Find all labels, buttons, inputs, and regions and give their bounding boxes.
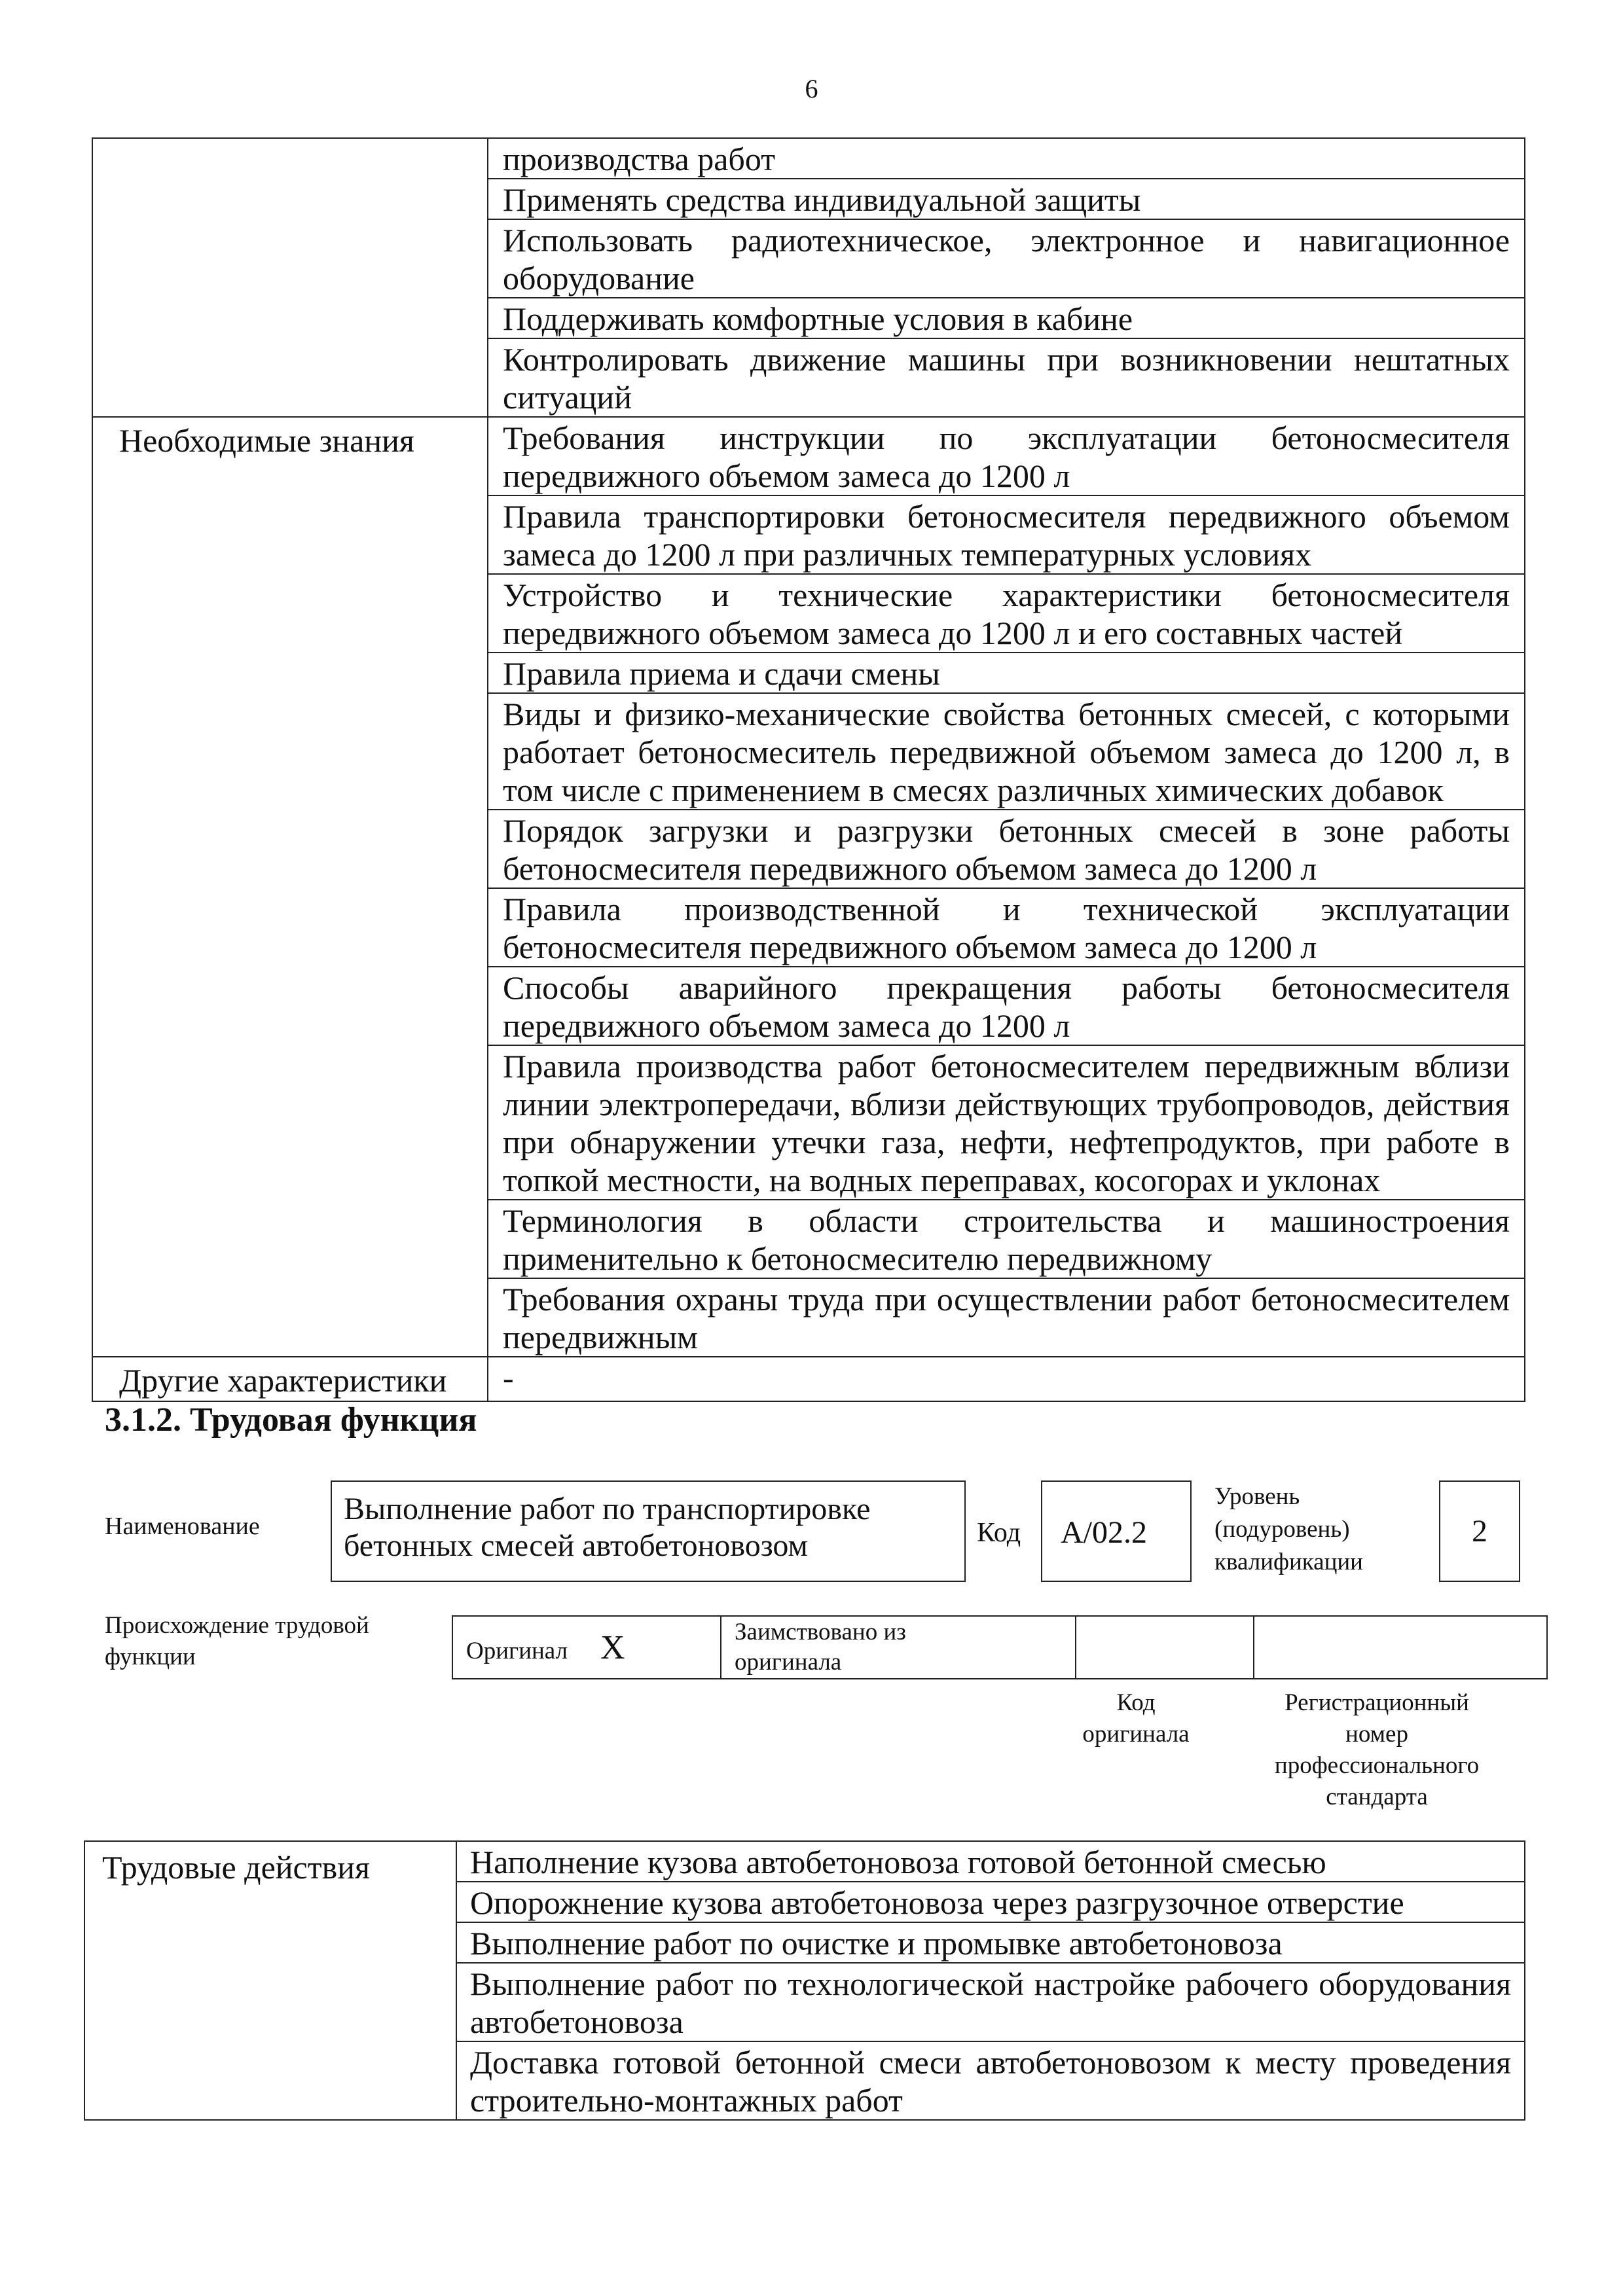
row-item: Требования инструкции по эксплуатации бетоносмесителя передвижного объемом замеса до 1200 л [488, 417, 1525, 495]
qualification-level-label [1214, 1480, 1363, 1579]
original-mark: X [600, 1628, 625, 1666]
row-item: - [488, 1357, 1525, 1401]
registration-number-caption [1231, 1687, 1523, 1813]
row-item: Контролировать движение машины при возникновении нештатных ситуаций [488, 338, 1525, 417]
row-item: Поддерживать комфортные условия в кабине [488, 298, 1525, 338]
row-label: Другие характеристики [92, 1357, 488, 1401]
page-number: 6 [805, 74, 818, 103]
function-code-value: A/02.2 [1041, 1480, 1192, 1582]
table-row [92, 1357, 1525, 1401]
caption-line: номер [1345, 1721, 1408, 1748]
table-row [92, 138, 1525, 179]
row-item: Способы аварийного прекращения работы бетоносмесителя передвижного объемом замеса до 1200 л [488, 967, 1525, 1045]
row-item: Выполнение работ по очистке и промывке автобетоновоза [456, 1922, 1525, 1963]
row-item: Опорожнение кузова автобетоновоза через разгрузочное отверстие [456, 1882, 1525, 1922]
level-label-line: Уровень [1214, 1483, 1300, 1510]
row-item: Использовать радиотехническое, электронное и навигационное оборудование [488, 219, 1525, 298]
caption-line: профессионального [1274, 1752, 1480, 1779]
caption-line: Код [1116, 1689, 1156, 1716]
origin-label-line: Происхождение трудовой [105, 1612, 369, 1639]
code-label: Код [977, 1518, 1021, 1548]
level-label-line: квалификации [1214, 1549, 1363, 1575]
row-item: Виды и физико-механические свойства бетонных смесей, с которыми работает бетоносмеситель передвижной объемом замеса до 1200 л, в том числе с применением в смесях различных химических добавок [488, 693, 1525, 810]
qualification-level-value: 2 [1439, 1480, 1520, 1582]
row-item: Применять средства индивидуальной защиты [488, 179, 1525, 219]
row-item: Порядок загрузки и разгрузки бетонных смесей в зоне работы бетоносмесителя передвижного объемом замеса до 1200 л [488, 810, 1525, 888]
row-item: Наполнение кузова автобетоновоза готовой бетонной смесью [456, 1841, 1525, 1882]
original-code-cell [1076, 1616, 1254, 1679]
function-name-value: Выполнение работ по транспортировке бетонных смесей автобетоновозом [331, 1480, 966, 1582]
origin-table [452, 1615, 1548, 1679]
row-item: Правила производственной и технической эксплуатации бетоносмесителя передвижного объемом замеса до 1200 л [488, 888, 1525, 967]
level-label-line: (подуровень) [1214, 1516, 1350, 1543]
borrowed-cell [721, 1616, 1076, 1679]
borrowed-line: оригинала [735, 1649, 842, 1676]
caption-line: стандарта [1326, 1784, 1428, 1810]
caption-line: оригинала [1082, 1721, 1190, 1748]
row-item: Выполнение работ по технологической настройке рабочего оборудования автобетоновоза [456, 1963, 1525, 2041]
name-label: Наименование [105, 1513, 260, 1540]
registration-number-cell [1254, 1616, 1547, 1679]
original-cell [452, 1616, 721, 1679]
table-row [92, 417, 1525, 495]
table-row [84, 1841, 1525, 1882]
row-item: Правила производства работ бетоносмесителем передвижным вблизи линии электропередачи, вблизи действующих трубопроводов, действия при обнаружении утечки газа, нефти, нефтепродуктов, при работе в топкой местности, на водных переправах, косогорах и уклонах [488, 1045, 1525, 1200]
row-item: производства работ [488, 138, 1525, 179]
row-item: Терминология в области строительства и машиностроения применительно к бетоносмесителю передвижному [488, 1200, 1525, 1278]
row-item: Требования охраны труда при осуществлении работ бетоносмесителем передвижным [488, 1278, 1525, 1357]
labor-actions-table [84, 1840, 1525, 2121]
caption-line: Регистрационный [1285, 1689, 1469, 1716]
section-title: 3.1.2. Трудовая функция [105, 1401, 477, 1439]
original-code-caption [1041, 1687, 1231, 1750]
row-label: Трудовые действия [84, 1841, 456, 2120]
borrowed-line: Заимствовано из [735, 1619, 906, 1645]
row-item: Устройство и технические характеристики бетоносмесителя передвижного объемом замеса до 1200 л и его составных частей [488, 574, 1525, 653]
original-label: Оригинал [466, 1637, 568, 1664]
knowledge-skills-table [92, 137, 1525, 1402]
origin-label-line: функции [105, 1643, 196, 1670]
row-label: Необходимые знания [92, 417, 488, 1357]
row-item: Доставка готовой бетонной смеси автобетоновозом к месту проведения строительно-монтажных работ [456, 2041, 1525, 2120]
origin-label [105, 1610, 369, 1673]
row-label [92, 138, 488, 417]
row-item: Правила приема и сдачи смены [488, 653, 1525, 693]
row-item: Правила транспортировки бетоносмесителя передвижного объемом замеса до 1200 л при различных температурных условиях [488, 495, 1525, 574]
